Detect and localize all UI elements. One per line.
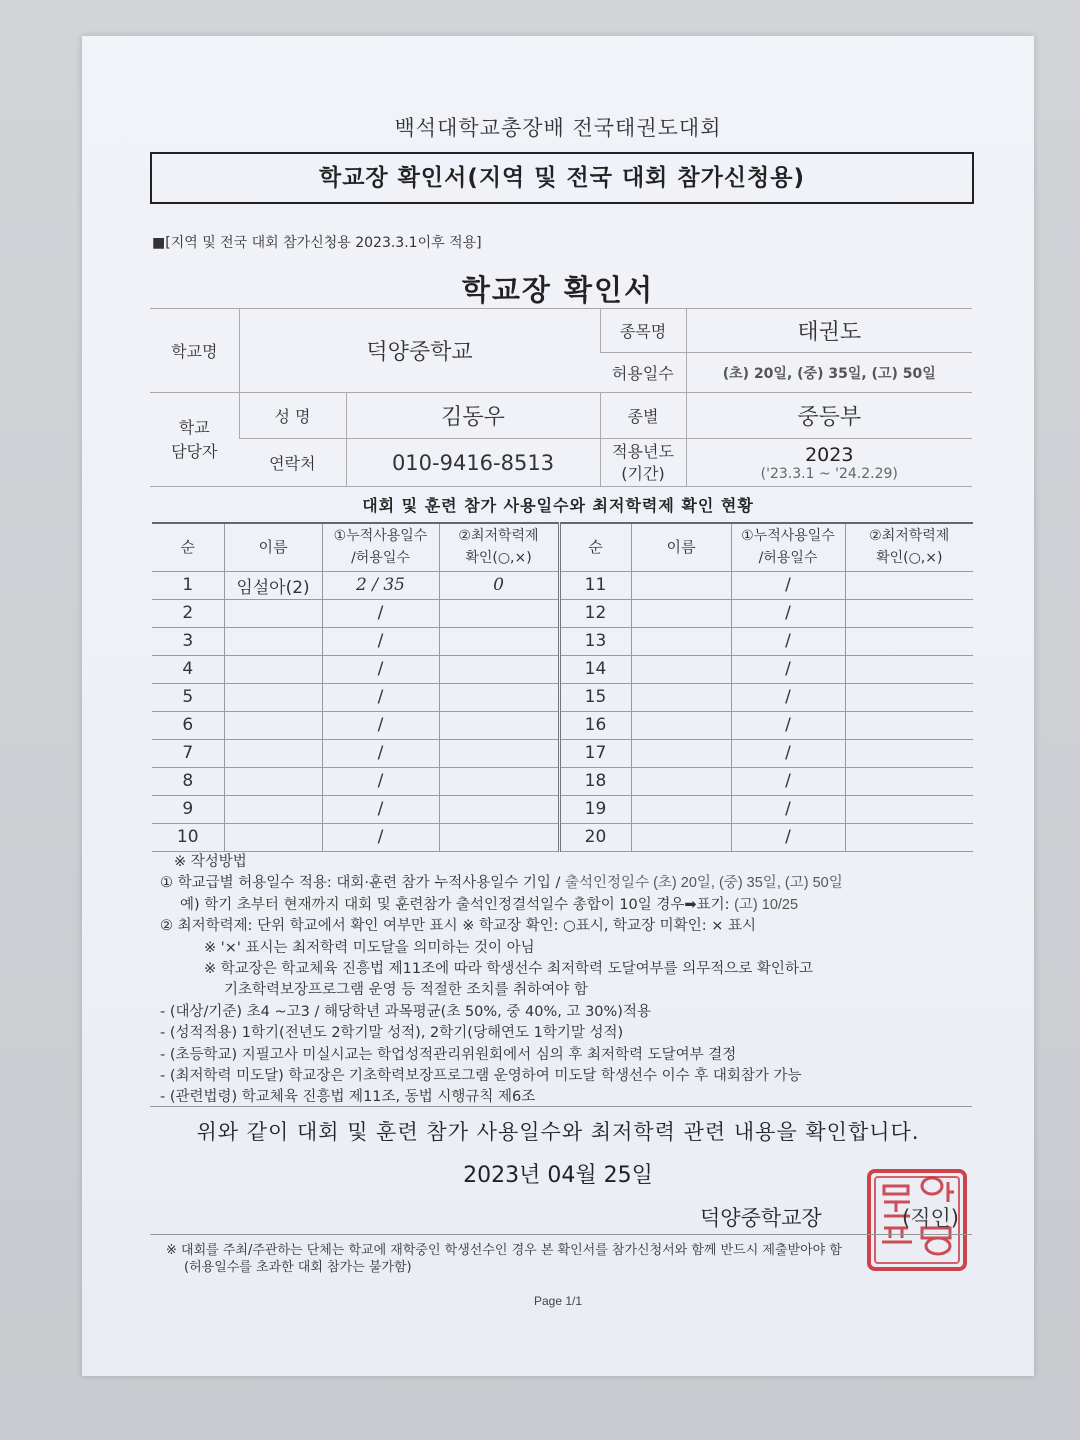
- cell-name: [631, 823, 731, 851]
- footer-note: [166, 1242, 996, 1276]
- cell-name: [224, 795, 322, 823]
- note-4: ※ 학교장은 학교체육 진흥법 제11조에 따라 학생선수 최저학력 도달여부를 의무적으로 확인하고: [204, 961, 813, 978]
- cell-days: /: [731, 683, 845, 711]
- year-value: 2023: [805, 443, 854, 466]
- notes-section: [160, 852, 1020, 1109]
- cell-days: /: [731, 627, 845, 655]
- cell-no: 12: [559, 599, 631, 627]
- cell-no: 8: [152, 767, 224, 795]
- name-label: 성 명: [239, 393, 346, 439]
- school-label: 학교명: [150, 309, 239, 393]
- cell-name: [224, 711, 322, 739]
- note-5: 기초학력보장프로그램 운영 등 적절한 조치를 취하여야 함: [224, 982, 588, 999]
- applies-note: ■[지역 및 전국 대회 참가신청용 2023.3.1이후 적용]: [152, 235, 482, 251]
- cell-name: [631, 655, 731, 683]
- cell-no: 15: [559, 683, 631, 711]
- col-name-left: 이름: [224, 523, 322, 571]
- table-row: [152, 571, 973, 599]
- cell-check: [439, 683, 559, 711]
- cell-check: 0: [439, 571, 559, 599]
- cell-no: 14: [559, 655, 631, 683]
- event-title: 백석대학교총장배 전국태권도대회: [394, 116, 722, 140]
- cell-name: [631, 599, 731, 627]
- division-label: 종별: [600, 393, 686, 439]
- note-3: ※ '×' 표시는 최저학력 미도달을 의미하는 것이 아님: [204, 939, 535, 956]
- cell-no: 16: [559, 711, 631, 739]
- cell-name: [631, 627, 731, 655]
- page-number: Page 1/1: [533, 1294, 583, 1308]
- cell-name: [224, 739, 322, 767]
- cell-check: [845, 683, 973, 711]
- info-table: [150, 308, 972, 487]
- table-row: [152, 655, 973, 683]
- table-row: [152, 683, 973, 711]
- detail-2: - (성적적용) 1학기(전년도 2학기말 성적), 2학기(당해연도 1학기말 성적): [160, 1025, 624, 1042]
- table-row: [152, 823, 973, 851]
- cell-check: [439, 795, 559, 823]
- table-row: [152, 599, 973, 627]
- cell-name: [224, 599, 322, 627]
- detail-1: - (대상/기준) 초4 ~고3 / 해당학년 과목평균(초 50%, 중 40%, 고 30%)적용: [160, 1003, 651, 1020]
- cell-no: 19: [559, 795, 631, 823]
- note-1a-highlight: 출석인정일수 (초) 20일, (중) 35일, (고) 50일: [565, 875, 843, 892]
- detail-3: - (초등학교) 지필고사 미실시교는 학업성적관리위원회에서 심의 후 최저학력 도달여부 결정: [160, 1046, 737, 1063]
- footer-divider: [150, 1234, 972, 1235]
- cell-name: [631, 795, 731, 823]
- table-row: [152, 795, 973, 823]
- boxed-title: 학교장 확인서(지역 및 전국 대회 참가신청용): [150, 152, 974, 204]
- cell-no: 11: [559, 571, 631, 599]
- cell-check: [845, 739, 973, 767]
- cell-no: 6: [152, 711, 224, 739]
- cell-no: 13: [559, 627, 631, 655]
- usage-table: [152, 522, 973, 852]
- cell-check: [439, 711, 559, 739]
- manager-label: 학교 담당자: [150, 393, 239, 487]
- cell-days: /: [731, 823, 845, 851]
- cell-check: [845, 627, 973, 655]
- cell-no: 9: [152, 795, 224, 823]
- year-label: 적용년도 (기간): [600, 439, 686, 487]
- contact-label: 연락처: [239, 439, 346, 487]
- cell-check: [439, 739, 559, 767]
- notes-heading: ※ 작성방법: [174, 854, 247, 870]
- cell-days: /: [731, 599, 845, 627]
- cell-days: 2 / 35: [322, 571, 439, 599]
- cell-days: /: [731, 767, 845, 795]
- footer-line-2: (허용일수를 초과한 대회 참가는 불가함): [184, 1260, 412, 1275]
- cell-days: /: [731, 711, 845, 739]
- cell-name: [631, 711, 731, 739]
- cell-check: [845, 655, 973, 683]
- table-row: [152, 711, 973, 739]
- table-row: [152, 739, 973, 767]
- cell-check: [845, 767, 973, 795]
- note-1b-highlight: (고) 10/25: [734, 896, 799, 913]
- cell-check: [439, 627, 559, 655]
- detail-5: - (관련법령) 학교체육 진흥법 제11조, 동법 시행규칙 제6조: [160, 1089, 536, 1106]
- note-1b: 예) 학기 초부터 현재까지 대회 및 훈련참가 출석인정결석일수 총합이 10일 경우➡표기: (고) 10/25: [180, 896, 799, 913]
- cell-name: [224, 683, 322, 711]
- cell-name: [224, 823, 322, 851]
- note-1a: ① 학교급별 허용일수 적용: 대회·훈련 참가 누적사용일수 기입 / 출석인정일수 (초) 20일, (중) 35일, (고) 50일: [160, 875, 843, 892]
- cell-no: 7: [152, 739, 224, 767]
- issue-date: 2023년 04월 25일: [463, 1163, 653, 1188]
- sport-value: 태권도: [686, 309, 972, 353]
- footer-line-1: ※ 대회를 주최/주관하는 단체는 학교에 재학중인 학생선수인 경우 본 확인서를 참가신청서와 함께 반드시 제출받아야 함: [166, 1243, 842, 1258]
- col-check-left: ②최저학력제 확인(○,×): [439, 523, 559, 571]
- cell-no: 20: [559, 823, 631, 851]
- usage-title: 대회 및 훈련 참가 사용일수와 최저학력제 확인 현황: [362, 496, 754, 515]
- cell-days: /: [731, 795, 845, 823]
- cell-no: 5: [152, 683, 224, 711]
- col-no-right: 순: [559, 523, 631, 571]
- seal-label: (직인): [902, 1206, 959, 1230]
- confirm-statement: 위와 같이 대회 및 훈련 참가 사용일수와 최저학력 관련 내용을 확인합니다.: [196, 1120, 920, 1144]
- cell-name: 임설아(2): [224, 571, 322, 599]
- detail-4: - (최저학력 미도달) 학교장은 기초학력보장프로그램 운영하여 미도달 학생선수 이수 후 대회참가 가능: [160, 1068, 802, 1085]
- cell-no: 2: [152, 599, 224, 627]
- cell-check: [439, 655, 559, 683]
- document-page: [82, 36, 1034, 1376]
- cell-name: [631, 739, 731, 767]
- cell-days: /: [322, 599, 439, 627]
- cell-no: 3: [152, 627, 224, 655]
- cell-days: /: [322, 739, 439, 767]
- cell-name: [631, 683, 731, 711]
- cell-days: /: [322, 627, 439, 655]
- cell-days: /: [322, 795, 439, 823]
- cell-days: /: [731, 655, 845, 683]
- cell-check: [845, 711, 973, 739]
- note-2: ② 최저학력제: 단위 학교에서 확인 여부만 표시 ※ 학교장 확인: ○표시, 학교장 미확인: × 표시: [160, 918, 756, 935]
- divider: [150, 1106, 972, 1107]
- year-period: ('23.3.1 ~ '24.2.29): [760, 465, 898, 482]
- allow-label: 허용일수: [600, 353, 686, 393]
- school-value: 덕양중학교: [239, 309, 600, 393]
- cell-no: 1: [152, 571, 224, 599]
- cell-check: [439, 599, 559, 627]
- col-check-right: ②최저학력제 확인(○,×): [845, 523, 973, 571]
- name-value: 김동우: [346, 393, 600, 439]
- cell-no: 10: [152, 823, 224, 851]
- allow-value: (초) 20일, (중) 35일, (고) 50일: [686, 353, 972, 393]
- table-row: [152, 767, 973, 795]
- cell-days: /: [731, 571, 845, 599]
- cell-check: [439, 823, 559, 851]
- cell-name: [631, 571, 731, 599]
- cell-name: [224, 655, 322, 683]
- cell-name: [224, 627, 322, 655]
- cell-no: 18: [559, 767, 631, 795]
- sport-label: 종목명: [600, 309, 686, 353]
- principal-name: 덕양중학교장: [700, 1206, 822, 1230]
- cell-days: /: [322, 683, 439, 711]
- cell-days: /: [322, 711, 439, 739]
- cell-days: /: [322, 767, 439, 795]
- cell-days: /: [322, 823, 439, 851]
- cell-days: /: [322, 655, 439, 683]
- cell-check: [439, 767, 559, 795]
- cell-name: [631, 767, 731, 795]
- cell-no: 4: [152, 655, 224, 683]
- cell-no: 17: [559, 739, 631, 767]
- cell-name: [224, 767, 322, 795]
- cell-days: /: [731, 739, 845, 767]
- col-no-left: 순: [152, 523, 224, 571]
- contact-value: 010-9416-8513: [346, 439, 600, 487]
- main-title: 학교장 확인서: [461, 273, 655, 307]
- col-name-right: 이름: [631, 523, 731, 571]
- cell-check: [845, 823, 973, 851]
- col-days-left: ①누적사용일수 /허용일수: [322, 523, 439, 571]
- cell-check: [845, 795, 973, 823]
- col-days-right: ①누적사용일수 /허용일수: [731, 523, 845, 571]
- table-row: [152, 627, 973, 655]
- year-cell: [686, 439, 972, 487]
- cell-check: [845, 599, 973, 627]
- division-value: 중등부: [686, 393, 972, 439]
- cell-check: [845, 571, 973, 599]
